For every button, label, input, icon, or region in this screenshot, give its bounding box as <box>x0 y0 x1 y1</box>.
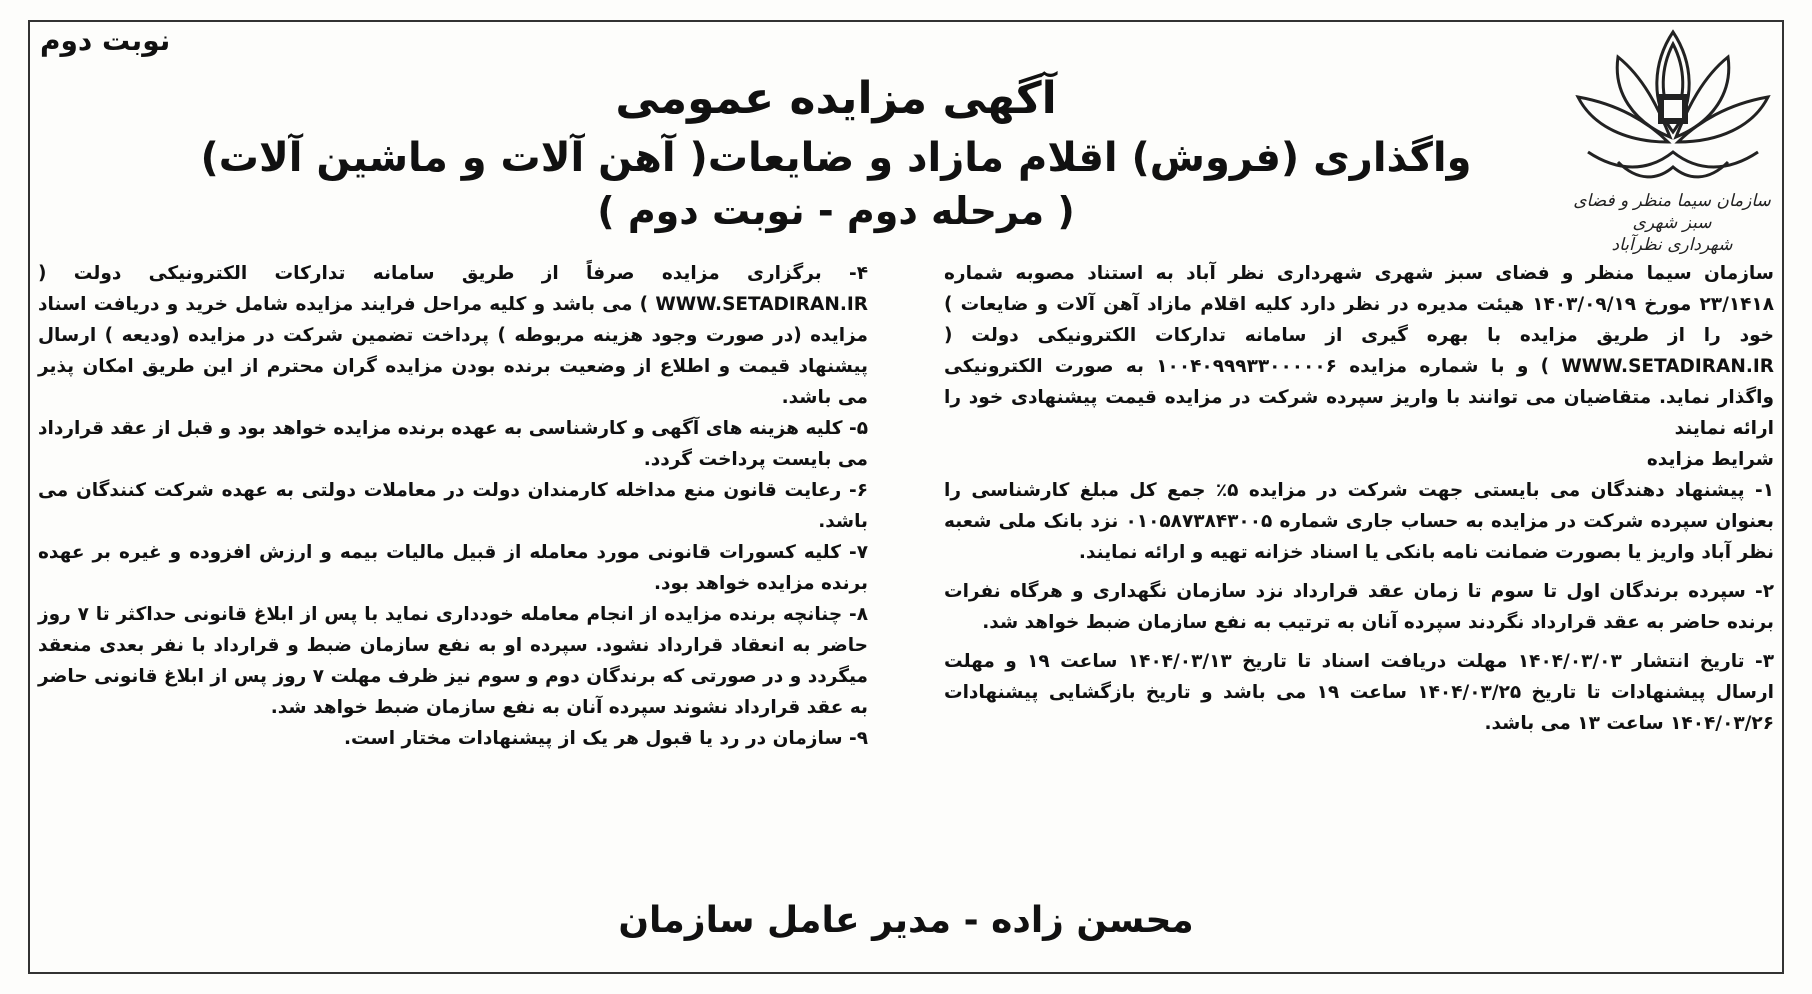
logo-caption <box>1562 190 1782 256</box>
conditions-title: شرایط مزایده <box>1646 449 1774 470</box>
logo-caption-line2: شهرداری نظرآباد <box>1611 235 1733 255</box>
notice-stage: ( مرحله دوم - نوبت دوم ) <box>597 189 1075 233</box>
notice-titles <box>160 70 1512 236</box>
lotus-emblem-icon <box>1558 12 1788 202</box>
condition-9: ۹- سازمان در رد یا قبول هر یک از پیشنهادات مختار است. <box>343 728 868 749</box>
notice-title: آگهی مزایده عمومی <box>615 73 1057 124</box>
condition-8: ۸- چنانچه برنده مزایده از انجام معامله خودداری نماید با پس از ابلاغ قانونی حداکثر تا ۷ روز حاضر به انعقاد قرارداد نشود. سپرده او به نفع سازمان ضبط و قرارداد با نفر بعدی منعقد میگردد و در صورتی که برندگان دوم و سوم نیز ظرف مهلت ۷ روز پس از ابلاغ قانونی حاضر به عقد قرارداد نشوند سپرده آنان به نفع سازمان ضبط خواهد شد. <box>38 604 868 718</box>
intro-paragraph: سازمان سیما منظر و فضای سبز شهری شهرداری نظر آباد به استناد مصوبه شماره ۲۳/۱۴۱۸ مورخ ۱۴۰۳/۰۹/۱۹ هیئت مدیره در نظر دارد کلیه اقلام مازاد آهن آلات و ضایعات ) خود را از طریق مزایده با بهره گیری از سامانه تدارکات الکترونیکی دولت ( WWW.SETADIRAN.IR ) و با شماره مزایده ۱۰۰۴۰۹۹۹۳۳۰۰۰۰۰۶ به صورت الکترونیکی واگذار نماید. متقاضیان می توانند با واریز سپرده شرکت در مزایده قیمت پیشنهادی خود را ارائه نمایند <box>944 263 1774 439</box>
condition-3: ۳- تاریخ انتشار ۱۴۰۴/۰۳/۰۳ مهلت دریافت اسناد تا تاریخ ۱۴۰۴/۰۳/۱۳ ساعت ۱۹ و مهلت ارسال پیشنهادات تا تاریخ ۱۴۰۴/۰۳/۲۵ ساعت ۱۹ می باشد و تاریخ بازگشایی پیشنهادات ۱۴۰۴/۰۳/۲۶ ساعت ۱۳ می باشد. <box>944 651 1774 734</box>
condition-7: ۷- کلیه کسورات قانونی مورد معامله از قبیل مالیات بیمه و ارزش افزوده و غیره بر عهده برنده مزایده خواهد بود. <box>38 542 868 594</box>
condition-4: ۴- برگزاری مزایده صرفاً از طریق سامانه تدارکات الکترونیکی دولت ( WWW.SETADIRAN.IR ) می باشد و کلیه مراحل فرایند مزایده شامل خرید و دریافت اسناد مزایده (در صورت وجود هزینه مربوطه ) پرداخت تضمین شرکت در مزایده (ودیعه ) ارسال پیشنهاد قیمت و اطلاع از وضعیت برنده بودن مزایده گران محترم از این طریق امکان پذیر می باشد. <box>38 263 868 408</box>
logo-caption-line1: سازمان سیما منظر و فضای سبز شهری <box>1573 191 1771 233</box>
condition-5: ۵- کلیه هزینه های آگهی و کارشناسی به عهده برنده مزایده خواهد بود و قبل از عقد قرارداد می بایست پرداخت گردد. <box>38 418 868 470</box>
condition-2: ۲- سپرده برندگان اول تا سوم تا زمان عقد قرارداد نزد سازمان نگهداری و هرگاه نفرات برنده حاضر به عقد قرارداد نگردند سپرده آنان به ترتیب به نفع سازمان ضبط خواهد شد. <box>944 581 1774 633</box>
condition-6: ۶- رعایت قانون منع مداخله کارمندان دولت در معاملات دولتی به عهده شرکت کنندگان می باشد. <box>38 480 868 532</box>
condition-1: ۱- پیشنهاد دهندگان می بایستی جهت شرکت در مزایده ۵٪ جمع کل مبلغ کارشناسی را بعنوان سپرده شرکت در مزایده به حساب جاری شماره ۰۱۰۵۸۷۳۸۴۳۰۰۵ نزد بانک ملی شعبه نظر آباد واریز یا بصورت ضمانت نامه بانکی یا اسناد خزانه تهیه و ارائه نمایند. <box>944 480 1775 563</box>
round-label: نوبت دوم <box>40 24 171 57</box>
notice-subtitle: واگذاری (فروش) اقلام مازاد و ضایعات( آهن آلات و ماشین آلات) <box>200 135 1472 181</box>
left-column <box>38 258 868 754</box>
right-column <box>944 258 1774 739</box>
signature: محسن زاده - مدیر عامل سازمان <box>618 900 1194 941</box>
